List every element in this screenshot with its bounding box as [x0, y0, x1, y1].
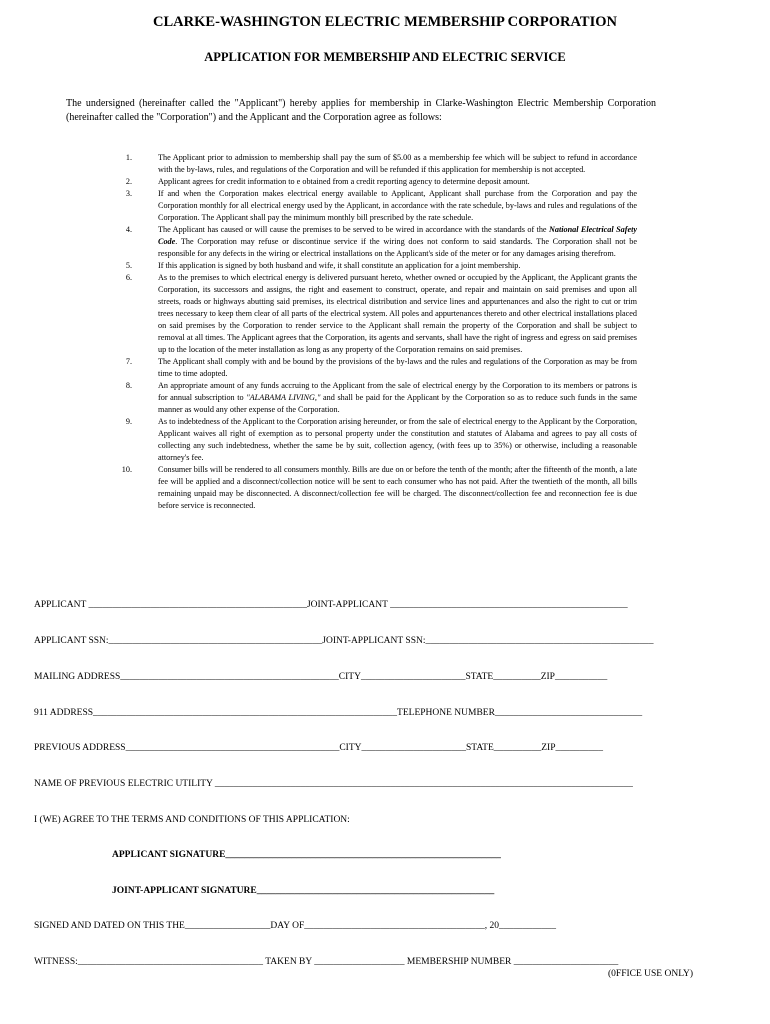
- term-number: 9.: [125, 417, 132, 426]
- term-text: Applicant agrees for credit information to e obtained from a credit reporting agency to determine deposit amount.: [158, 177, 530, 186]
- term-item: [112, 356, 637, 380]
- witness-field[interactable]: WITNESS:_______________________________________ TAKEN BY ___________________ MEMBERSHIP NUMBER ______________________: [34, 957, 619, 967]
- office-use-label: (0FFICE USE ONLY): [608, 969, 694, 979]
- term-number: 8.: [125, 381, 132, 390]
- term-item: [112, 416, 637, 464]
- term-item: [112, 176, 637, 188]
- applicant-signature-field[interactable]: APPLICANT SIGNATURE__________________________________________________________: [112, 850, 501, 860]
- term-text: Consumer bills will be rendered to all consumers monthly. Bills are due on or before the tenth of the month; after the fifteenth of the month, a late fee will be applied and a disconnect/collection notice will be sent to each consumer who has not paid. After the twentieth of the month, all bills remaining unpaid may be disconnected. A disconnect/collection fee will be charged. The disconnect/collection fee and reconnection fee is due before service is reconnected.: [158, 465, 637, 510]
- term-item: [112, 188, 637, 224]
- applicant-ssn-field[interactable]: APPLICANT SSN:_____________________________________________JOINT-APPLICANT SSN:________________________________________________: [34, 636, 654, 646]
- term-number: 7.: [125, 357, 132, 366]
- term-item: [112, 152, 637, 176]
- document-title: CLARKE-WASHINGTON ELECTRIC MEMBERSHIP CORPORATION: [153, 14, 617, 30]
- signed-dated-field[interactable]: SIGNED AND DATED ON THIS THE__________________DAY OF______________________________________, 20____________: [34, 921, 556, 931]
- term-item: [112, 380, 637, 416]
- term-number: 6.: [125, 273, 132, 282]
- term-item: [112, 260, 637, 272]
- term-text: and shall be paid for the Applicant by the Corporation so as to reduce such funds in the same manner as would any other expense of the Corporation.: [158, 393, 637, 414]
- joint-applicant-signature-field[interactable]: JOINT-APPLICANT SIGNATURE__________________________________________________: [112, 886, 495, 896]
- term-text: As to indebtedness of the Applicant to the Corporation arising hereunder, or from the sale of electrical energy to the Applicant by the Corporation, Applicant waives all right of exemption as to personal property under the constitution and statutes of Alabama and agrees to pay all costs of collecting any such indebtedness, whether the same be by suit, collection agency, (with fees up to 35%) or otherwise, including a reasonable attorney's fee.: [158, 417, 637, 462]
- applicant-name-field[interactable]: APPLICANT ______________________________________________JOINT-APPLICANT __________________________________________________: [34, 600, 628, 610]
- term-text: . The Corporation may refuse or discontinue service if the wiring does not conform to said standards. The Corporation shall not be responsible for any defects in the wiring or electrical installations on the Applicant's side of the meter or for any damages arising therefrom.: [158, 237, 637, 258]
- term-number: 1.: [125, 153, 132, 162]
- term-text: The Applicant shall comply with and be bound by the provisions of the by-laws and the rules and regulations of the Corporation as may be from time to time adopted.: [158, 357, 637, 378]
- term-text: If and when the Corporation makes electrical energy available to Applicant, Applicant shall purchase from the Corporation and pay the Corporation monthly for all electrical energy used by the Applicant, in accordance with the rate schedule, by-laws and rules and regulations of the Corporation. The Applicant shall pay the minimum monthly bill prescribed by the rate schedule.: [158, 189, 637, 222]
- term-number: 3.: [125, 189, 132, 198]
- term-text: As to the premises to which electrical energy is delivered pursuant hereto, whether owned or occupied by the Applicant, the Applicant grants the Corporation, its successors and assigns, the right and easement to construct, operate, and repair and maintain on said premises and upon all streets, roads or highways abutting said premises, its electrical distribution and service lines and appurtenances and also the right to cut or trim trees necessary to keep them clear of all parts of the electrical system. All poles and appurtenances thereto and other electrical installations placed on said premises by the Corporation to render service to the Applicant shall remain the property of the Corporation and shall be subject to removal at all times. The Applicant agrees that the Corporation, its agents and servants, shall have the right of ingress and egress on said premises up to the location of the meter installation as long as any property of the Corporation remains on said premises.: [158, 273, 637, 354]
- term-text: If this application is signed by both husband and wife, it shall constitute an application for a joint membership.: [158, 261, 521, 270]
- agreement-statement: I (WE) AGREE TO THE TERMS AND CONDITIONS OF THIS APPLICATION:: [34, 815, 350, 825]
- 911-address-field[interactable]: 911 ADDRESS________________________________________________________________TELEPHONE NUMBER_______________________________: [34, 708, 643, 718]
- document-subtitle: APPLICATION FOR MEMBERSHIP AND ELECTRIC SERVICE: [204, 50, 566, 64]
- magazine-emphasis: "ALABAMA LIVING,": [246, 393, 321, 402]
- term-number: 4.: [125, 225, 132, 234]
- previous-address-field[interactable]: PREVIOUS ADDRESS_____________________________________________CITY______________________STATE__________ZIP__________: [34, 743, 603, 753]
- term-item: [112, 224, 637, 260]
- term-number: 10.: [121, 465, 132, 474]
- term-text: The Applicant has caused or will cause the premises to be served to be wired in accordance with the standards of the: [158, 225, 549, 234]
- terms-list: [112, 152, 637, 512]
- mailing-address-field[interactable]: MAILING ADDRESS______________________________________________CITY______________________STATE__________ZIP___________: [34, 672, 608, 682]
- term-number: 2.: [125, 177, 132, 186]
- term-item: [112, 272, 637, 356]
- intro-paragraph: The undersigned (hereinafter called the "Applicant") hereby applies for membership in Clarke-Washington Electric Membership Corporation (hereinafter called the "Corporation") and the Applicant and the Corporation agree as follows:: [66, 98, 656, 123]
- term-number: 5.: [125, 261, 132, 270]
- term-text: An appropriate amount of any funds accruing to the Applicant from the sale of electrical energy by the Corporation to its members or patrons is for annual subscription to: [158, 381, 637, 402]
- safety-code-emphasis: National Electrical Safety Code: [158, 225, 637, 246]
- term-text: The Applicant prior to admission to membership shall pay the sum of $5.00 as a membership fee which will be subject to refund in accordance with the by-laws, rules, and regulations of the Corporation and will be refunded if this application for membership is not accepted.: [158, 153, 637, 174]
- term-item: [112, 464, 637, 512]
- previous-utility-field[interactable]: NAME OF PREVIOUS ELECTRIC UTILITY ________________________________________________________________________________________: [34, 779, 633, 789]
